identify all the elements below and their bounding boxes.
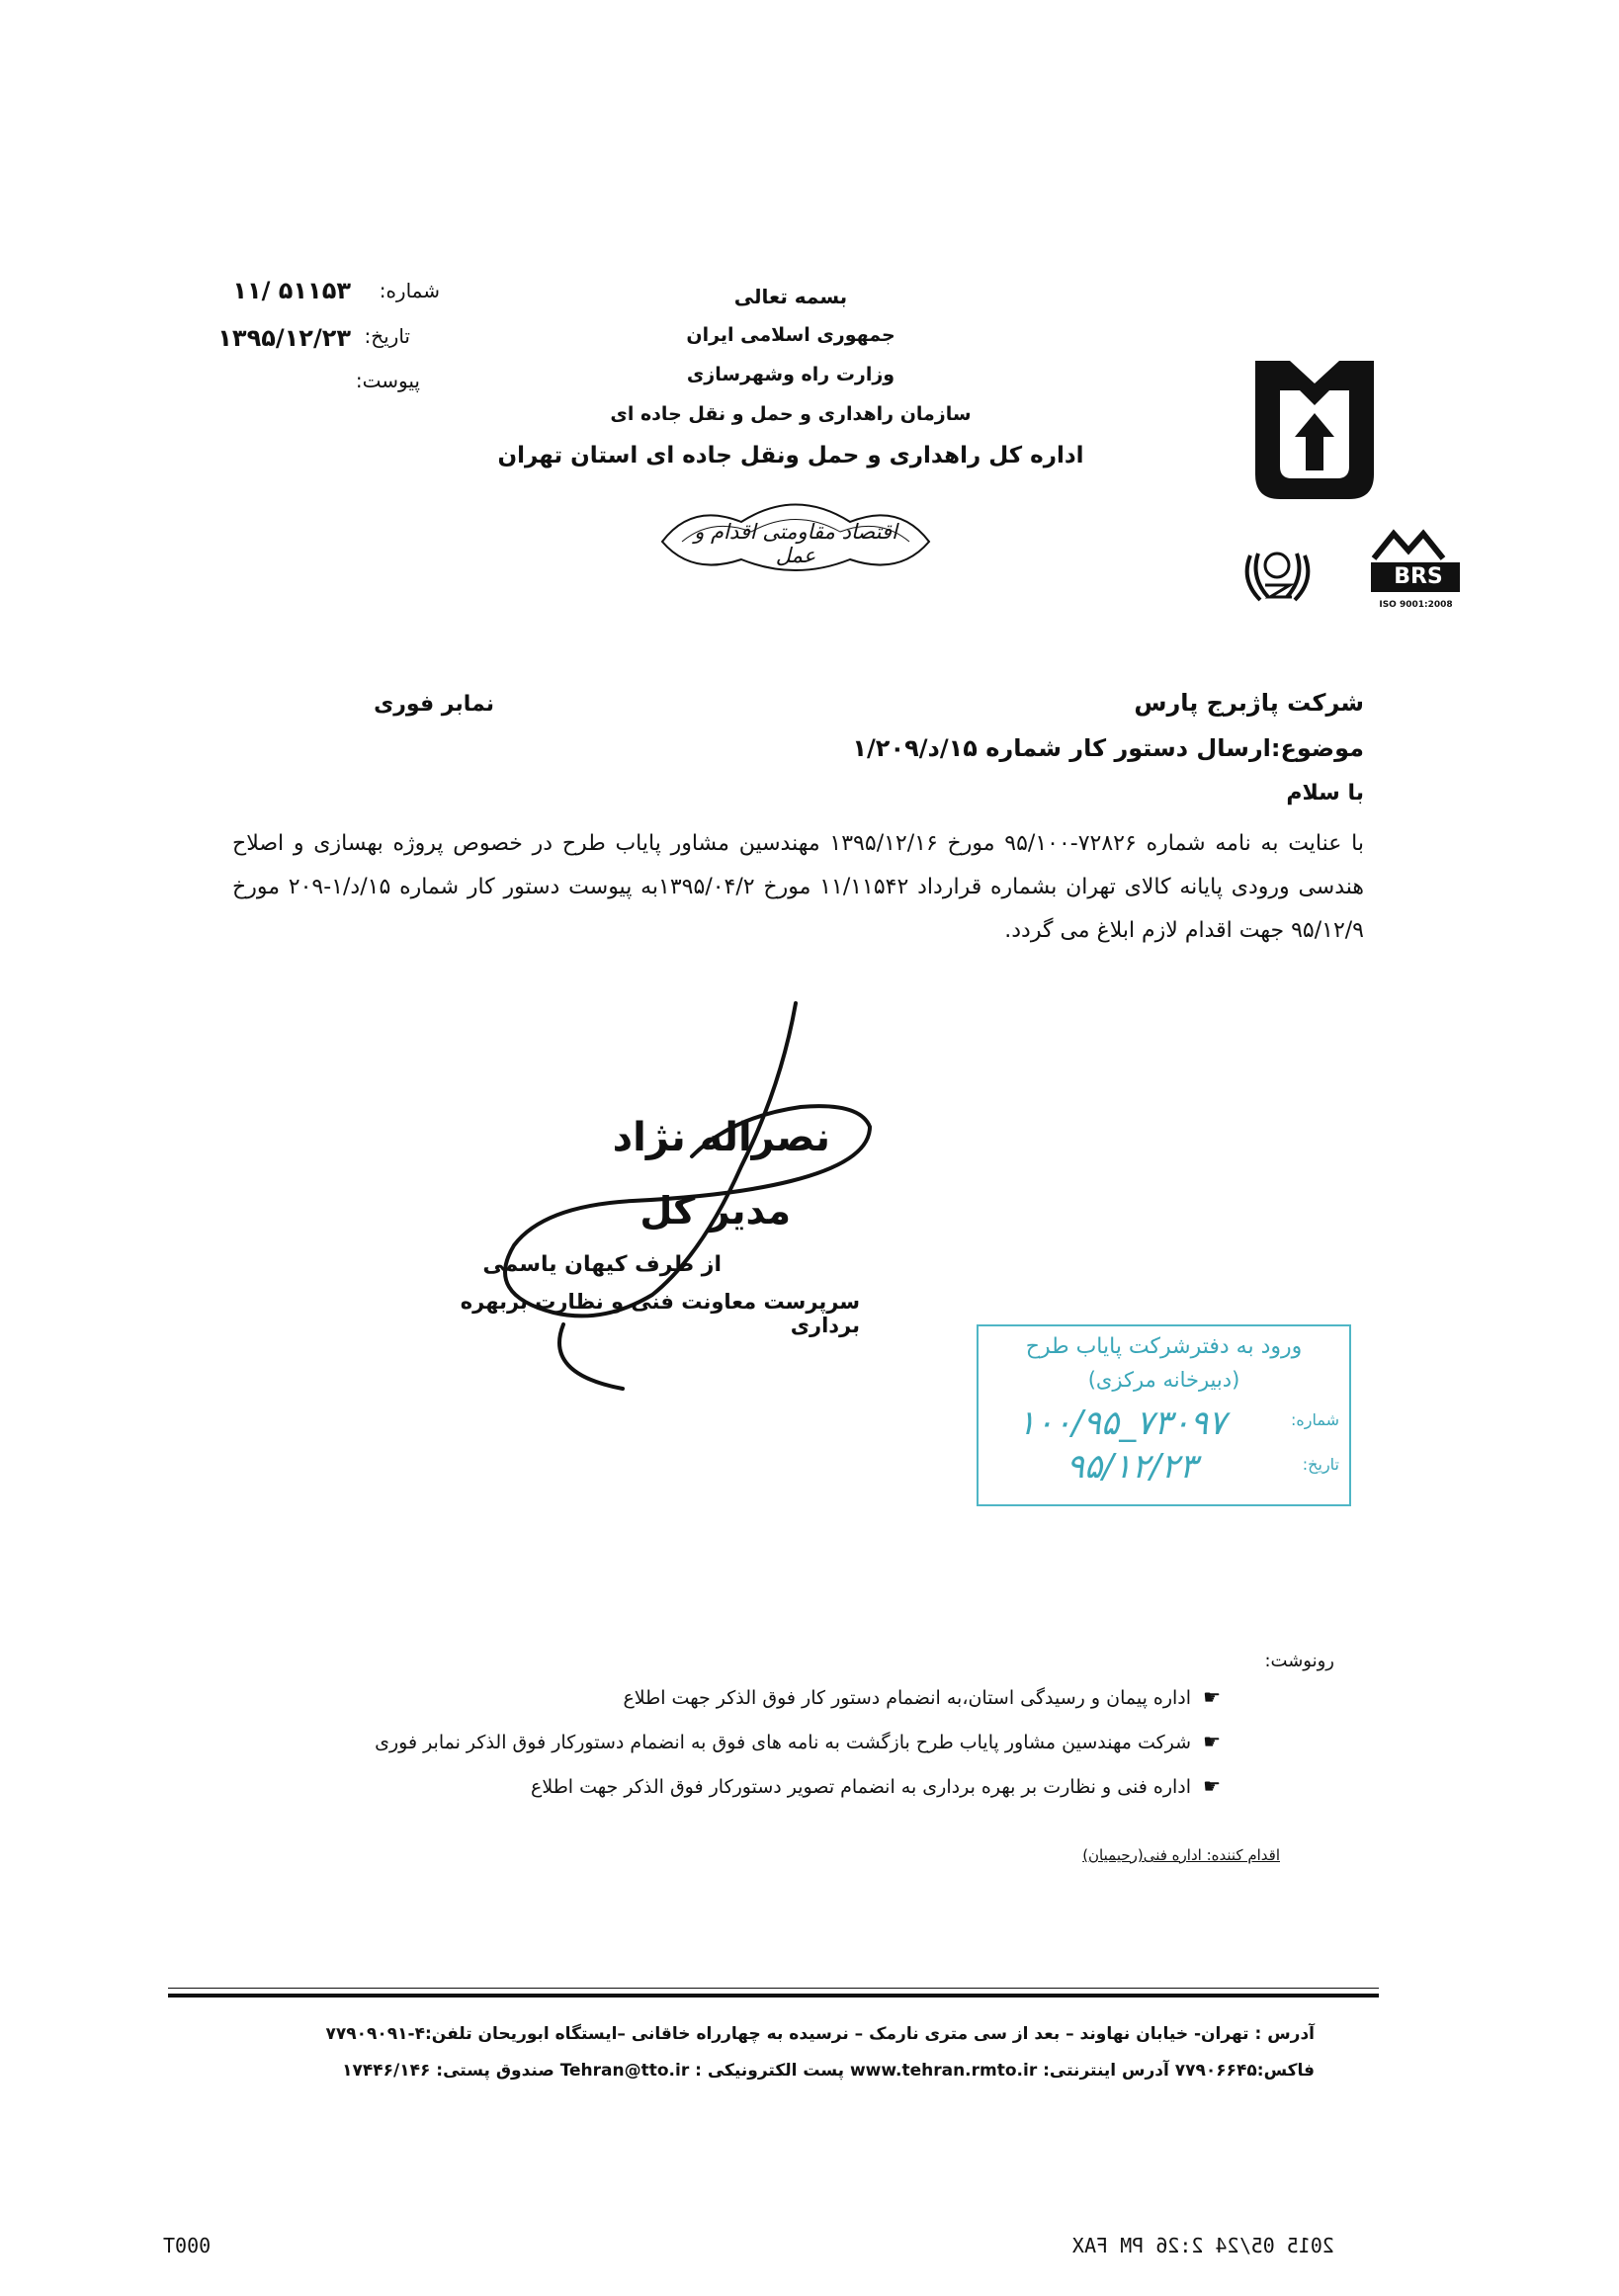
footer-rule-thin <box>168 1988 1379 1989</box>
invocation: بسمه تعالی <box>733 285 848 308</box>
stamp-date-label: تاریخ: <box>1302 1455 1339 1474</box>
cc-item: ☛اداره فنی و نظارت بر بهره برداری به انضمام تصویر دستورکار فوق الذکر جهت اطلاع <box>531 1774 1221 1798</box>
number-value: ۱۱/ ۵۱۱۵۳ <box>232 277 351 304</box>
fax-header-mirrored: 2015 05/24 2:26 PM FAX <box>1072 2234 1334 2257</box>
iso-text: ISO 9001:2008 <box>1379 600 1453 610</box>
slogan-text: اقتصاد مقاومتی اقدام و عمل <box>694 520 897 567</box>
stamp-line2: (دبیرخانه مرکزی) <box>1087 1368 1240 1392</box>
urgency-label: نمابر فوری <box>374 692 494 717</box>
footer-contact: فاکس:۷۷۹۰۶۶۴۵ آدرس اینترنتی: www.tehran.rmto.ir پست الکترونیکی : Tehran@tto.ir صندوق پستی: ۱۷۴۴۶/۱۴۶ <box>342 2061 1315 2081</box>
signer-name: نصراله نژاد <box>612 1115 830 1160</box>
number-label: شماره: <box>379 279 440 302</box>
date-value: ۱۳۹۵/۱۲/۲۳ <box>217 324 351 352</box>
brs-text: BRS <box>1394 564 1443 589</box>
attachment-label: پیوست: <box>355 369 420 392</box>
organization-logo <box>1250 356 1379 504</box>
recipient: شرکت پاژبرج پارس <box>1134 689 1364 717</box>
cc-label: رونوشت: <box>1264 1651 1334 1671</box>
received-stamp <box>977 1324 1351 1506</box>
road-arrow-logo-icon <box>1250 356 1379 504</box>
stamp-line1: ورود به دفترشرکت پایاب طرح <box>1025 1334 1303 1359</box>
republic: جمهوری اسلامی ایران <box>686 324 895 346</box>
brs-logo <box>1369 529 1463 618</box>
action-by: اقدام کننده: اداره فنی(رحیمیان) <box>1082 1846 1280 1864</box>
greeting: با سلام <box>1286 781 1364 806</box>
signer-on-behalf: از طرف کیهان یاسمی <box>482 1252 722 1277</box>
cc-item: ☛اداره پیمان و رسیدگی استان،به انضمام دستور کار فوق الذکر جهت اطلاع <box>623 1685 1221 1709</box>
pointing-hand-icon: ☛ <box>1203 1685 1221 1709</box>
footer-rule-thick <box>168 1994 1379 1998</box>
stamp-number-label: شماره: <box>1290 1410 1339 1429</box>
pointing-hand-icon: ☛ <box>1203 1730 1221 1753</box>
signature-block <box>405 998 919 1413</box>
iso-laurel-icon <box>1231 536 1324 615</box>
signer-position: سرپرست معاونت فنی و نظارت بربهره برداری <box>460 1290 860 1337</box>
signer-title: مدیر کل <box>639 1189 791 1233</box>
fax-page-counter: T000 <box>163 2234 212 2257</box>
stamp-number-value: ۱۰۰/۹۵_۷۳۰۹۷ <box>1017 1403 1227 1443</box>
letter-body: با عنایت به نامه شماره ۷۲۸۲۶-۹۵/۱۰۰ مورخ ۱۳۹۵/۱۲/۱۶ مهندسین مشاور پایاب طرح در خصوص پروژه بهسازی و اصلاح هندسی ورودی پایانه کالای تهران بشماره قرارداد ۱۱/۱۱۵۴۲ مورخ ۱۳۹۵/۰۴/۲به پیوست دستور کار شماره ۱۵/د/۱-۲۰۹ مورخ ۹۵/۱۲/۹ جهت اقدام لازم ابلاغ می گردد. <box>232 831 1364 943</box>
department: اداره کل راهداری و حمل ونقل جاده ای استان تهران <box>497 443 1084 468</box>
cc-item: ☛شرکت مهندسین مشاور پایاب طرح بازگشت به نامه های فوق به انضمام دستورکار فوق الذکر نمابر فوری <box>375 1730 1221 1753</box>
slogan-emblem <box>652 482 939 581</box>
subject: موضوع:ارسال دستور کار شماره ۱۵/د/۱/۲۰۹ <box>852 734 1364 762</box>
iso-logo <box>1231 536 1324 615</box>
ministry: وزارت راه وشهرسازی <box>686 364 895 385</box>
date-label: تاریخ: <box>364 324 410 348</box>
footer-address: آدرس : تهران- خیابان نهاوند – بعد از سی متری نارمک – نرسیده به چهارراه خاقانی –ایستگاه ابوریحان تلفن:۴-۷۷۹۰۹۰۹۱ <box>325 2024 1315 2044</box>
organization: سازمان راهداری و حمل و نقل جاده ای <box>610 403 972 425</box>
stamp-date-value: ۹۵/۱۲/۲۳ <box>1065 1447 1198 1487</box>
pointing-hand-icon: ☛ <box>1203 1774 1221 1798</box>
